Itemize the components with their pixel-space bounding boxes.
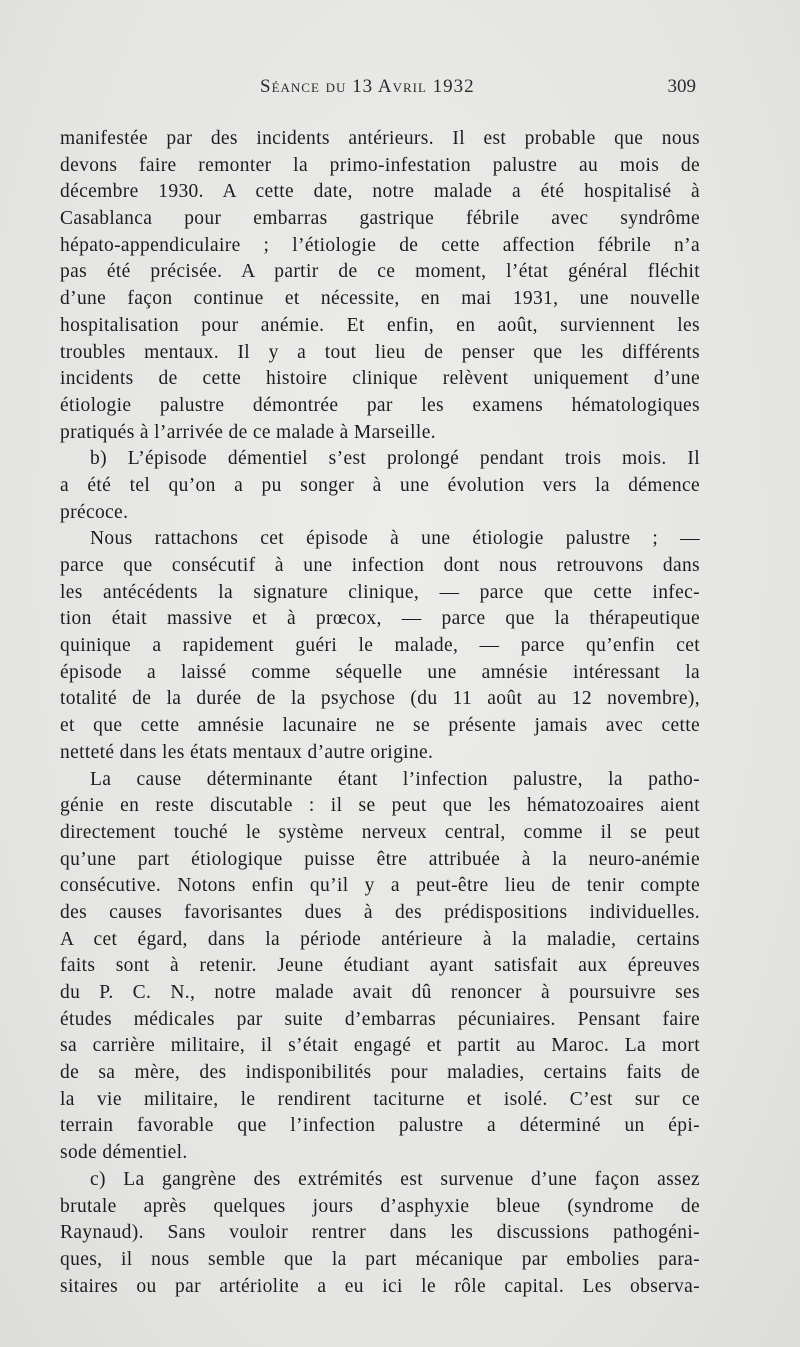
text-line: pas été précisée. A partir de ce moment, l’état général fléchit	[60, 261, 700, 283]
text-line: brutale après quelques jours d’asphyxie bleue (syndrome de	[60, 1195, 700, 1217]
text-line: étiologie palustre démontrée par les examens hématologiques	[60, 394, 700, 416]
text-line: des causes favorisantes dues à des prédispositions individuelles.	[60, 901, 700, 923]
text-line: parce que consécutif à une infection dont nous retrouvons dans	[60, 555, 700, 576]
text-line: La cause déterminante étant l’infection palustre, la patho-	[90, 768, 700, 790]
text-line: faits sont à retenir. Jeune étudiant ayant satisfait aux épreuves	[60, 955, 700, 977]
text-line: Casablanca pour embarras gastrique fébrile avec syndrôme	[60, 208, 700, 230]
body-text	[60, 126, 700, 1300]
text-line: sode démentiel.	[60, 1142, 188, 1164]
text-line: pratiqués à l’arrivée de ce malade à Marseille.	[60, 421, 436, 443]
text-line: A cet égard, dans la période antérieure à la maladie, certains	[60, 928, 700, 950]
text-line: manifestée par des incidents antérieurs. Il est probable que nous	[60, 128, 700, 149]
text-line: netteté dans les états mentaux d’autre origine.	[60, 741, 434, 763]
running-head: Séance du 13 Avril 1932	[260, 76, 475, 97]
text-line: qu’une part étiologique puisse être attribuée à la neuro-anémie	[60, 848, 700, 870]
text-line: terrain favorable que l’infection palustre a déterminé un épi-	[60, 1115, 700, 1137]
text-line: d’une façon continue et nécessite, en mai 1931, une nouvelle	[60, 288, 700, 310]
text-line: incidents de cette histoire clinique relèvent uniquement d’une	[60, 368, 700, 390]
text-line: directement touché le système nerveux central, comme il se peut	[60, 821, 700, 843]
text-line: décembre 1930. A cette date, notre malade a été hospitalisé à	[60, 181, 700, 203]
text-line: totalité de la durée de la psychose (du 11 août au 12 novembre),	[60, 688, 700, 710]
text-line: sa carrière militaire, il s’était engagé et partit au Maroc. La mort	[60, 1035, 700, 1057]
text-line: sitaires ou par artériolite a eu ici le rôle capital. Les observa-	[60, 1275, 700, 1297]
text-line: hépato-appendiculaire ; l’étiologie de cette affection fébrile n’a	[60, 234, 700, 256]
text-line: Nous rattachons cet épisode à une étiologie palustre ; —	[90, 528, 700, 550]
text-line: études médicales par suite d’embarras pécuniaires. Pensant faire	[60, 1008, 700, 1030]
text-line: la vie militaire, le rendirent taciturne et isolé. C’est sur ce	[60, 1088, 700, 1110]
text-line: précoce.	[60, 501, 129, 523]
text-line: Raynaud). Sans vouloir rentrer dans les discussions pathogéni-	[60, 1222, 700, 1244]
text-line: ques, il nous semble que la part mécanique par embolies para-	[60, 1248, 700, 1270]
text-line: quinique a rapidement guéri le malade, — parce qu’enfin cet	[60, 635, 700, 657]
text-line: a été tel qu’on a pu songer à une évolution vers la démence	[60, 474, 700, 496]
page-header	[60, 76, 700, 106]
text-line: épisode a laissé comme séquelle une amnésie intéressant la	[60, 661, 700, 683]
text-line: et que cette amnésie lacunaire ne se présente jamais avec cette	[60, 715, 700, 737]
text-line: les antécédents la signature clinique, — parce que cette infec-	[60, 581, 700, 603]
text-line: hospitalisation pour anémie. Et enfin, en août, surviennent les	[60, 314, 700, 336]
text-line: b) L’épisode démentiel s’est prolongé pendant trois mois. Il	[90, 448, 700, 470]
text-line: troubles mentaux. Il y a tout lieu de penser que les différents	[60, 341, 700, 363]
text-line: devons faire remonter la primo-infestation palustre au mois de	[60, 154, 700, 176]
text-line: c) La gangrène des extrémités est survenue d’une façon assez	[90, 1168, 700, 1190]
page-number: 309	[667, 76, 696, 97]
text-line: tion était massive et à prœcox, — parce que la thérapeutique	[60, 608, 700, 630]
text-line: du P. C. N., notre malade avait dû renoncer à poursuivre ses	[60, 982, 700, 1003]
text-line: génie en reste discutable : il se peut que les hématozoaires aient	[60, 795, 700, 817]
text-line: consécutive. Notons enfin qu’il y a peut-être lieu de tenir compte	[60, 875, 700, 897]
text-line: de sa mère, des indisponibilités pour maladies, certains faits de	[60, 1062, 700, 1084]
